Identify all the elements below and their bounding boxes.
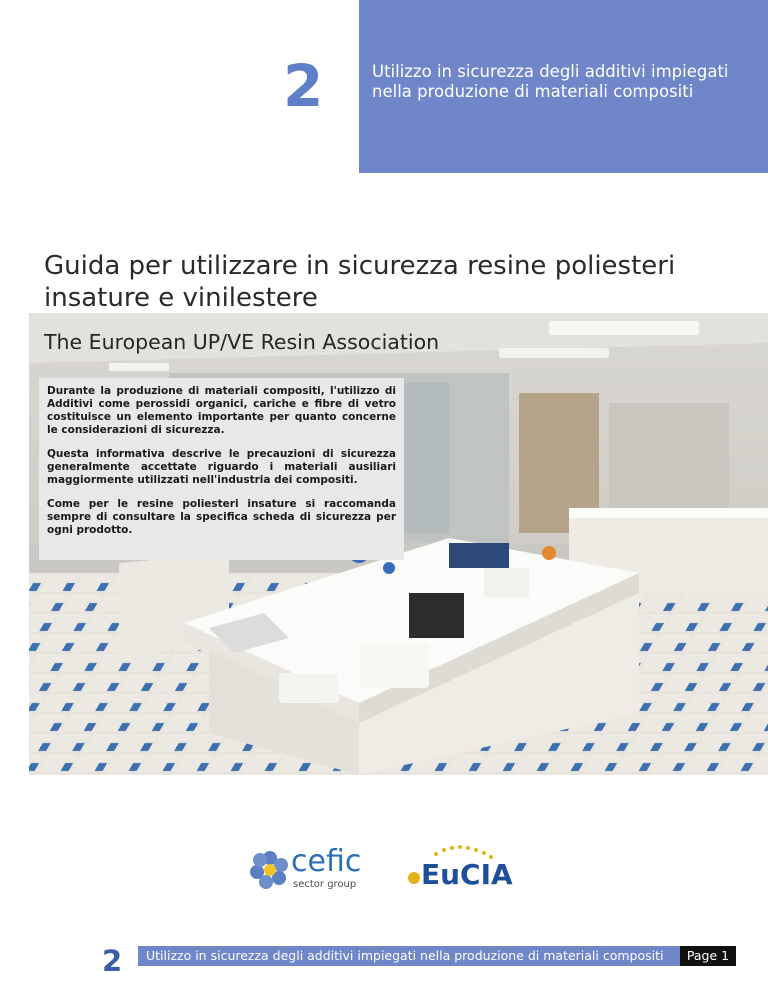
infobox-paragraph: Durante la produzione di materiali compositi, l'utilizzo di Additivi come perossidi organici, cariche e fibre di vetro costituisce un elemento importante per quanto concerne le considerazioni di sicurezza. [47,385,396,436]
footer-title-bar: Utilizzo in sicurezza degli additivi impiegati nella produzione di materiali compositi [138,946,682,966]
page-number-label: Page 1 [680,946,736,966]
document-title: Guida per utilizzare in sicurezza resine poliesteri insature e vinilestere [44,251,676,313]
infobox-paragraph: Questa informativa descrive le precauzioni di sicurezza generalmente accettate riguardo i materiali ausiliari maggiormente utilizzati nell'industria dei compositi. [47,448,396,486]
chapter-header-box [359,0,768,173]
intro-infobox [39,378,404,560]
chapter-title: Utilizzo in sicurezza degli additivi impiegati nella produzione di materiali compositi [372,62,729,101]
infobox-paragraph: Come per le resine poliesteri insature si raccomanda sempre di consultare la specifica scheda di sicurezza per ogni prodotto. [47,498,396,536]
footer-chapter-number: 2 [102,944,123,978]
cefic-logo-subtext: sector group [293,879,357,890]
partner-logos [248,844,518,894]
chapter-number: 2 [283,52,324,120]
association-subtitle: The European UP/VE Resin Association [44,330,440,354]
cefic-flower-icon [248,848,292,892]
eucia-logo-text: EuCIA [421,858,513,891]
cefic-logo-text: cefic [291,844,362,879]
